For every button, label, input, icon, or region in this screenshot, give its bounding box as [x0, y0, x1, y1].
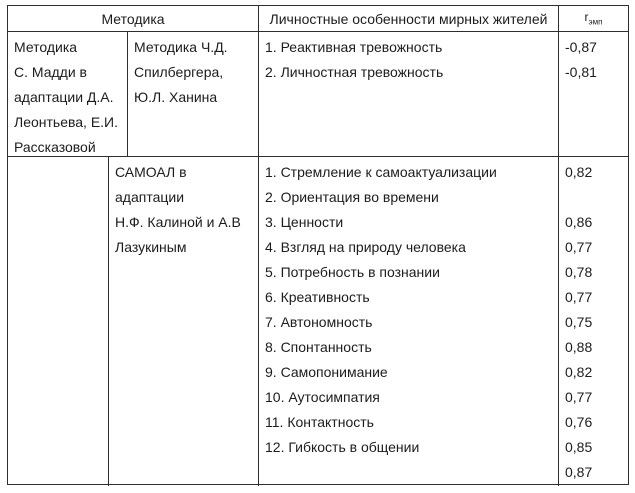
trait-item: 1. Реактивная тревожность	[265, 39, 443, 55]
method-text-line: С. Мадди в	[14, 64, 87, 80]
r-value: 0,78	[565, 264, 593, 280]
trait-item: 2. Ориентация во времени	[265, 189, 439, 205]
r-emp-label: $r_{эмп}$	[584, 10, 603, 27]
trait-item: 10. Аутосимпатия	[265, 389, 380, 405]
header-cell-r-emp	[559, 6, 628, 31]
methods-traits-table	[7, 5, 629, 485]
submethod-text-line: адаптации	[115, 189, 185, 205]
header-cell-traits	[259, 6, 559, 31]
submethod-text-line: Спилбергера,	[134, 64, 224, 80]
trait-item: 3. Ценности	[265, 214, 344, 230]
r-value: 0,87	[565, 464, 593, 480]
r-value: 0,77	[565, 239, 593, 255]
cell-submethod-spielberger	[128, 32, 259, 156]
r-value: 0,77	[565, 389, 593, 405]
r-value: 0,77	[565, 289, 593, 305]
r-value: -0,87	[565, 39, 597, 55]
header-method-label: Методика	[101, 10, 165, 27]
submethod-text-line: Методика Ч.Д.	[134, 39, 228, 55]
header-cell-method	[8, 6, 259, 31]
r-emp-subscript: эмп	[588, 17, 603, 27]
trait-item: 5. Потребность в познании	[265, 264, 440, 280]
trait-item: 9. Самопонимание	[265, 364, 388, 380]
r-value: -0,81	[565, 64, 597, 80]
cell-method-maddi	[8, 32, 128, 156]
r-value: 0,76	[565, 414, 593, 430]
method-text-line: Методика	[14, 39, 78, 55]
cell-method-empty	[8, 157, 109, 486]
trait-item: 2. Личностная тревожность	[265, 64, 444, 80]
table-section-samoal	[8, 157, 628, 486]
cell-values-anxiety	[559, 32, 628, 156]
r-value: 0,88	[565, 339, 593, 355]
trait-item: 6. Креативность	[265, 289, 370, 305]
r-value: 0,82	[565, 364, 593, 380]
cell-values-samoal	[559, 157, 628, 486]
r-value: 0,85	[565, 439, 593, 455]
trait-item: 8. Спонтанность	[265, 339, 372, 355]
submethod-text-line: Ю.Л. Ханина	[134, 89, 218, 105]
cell-submethod-samoal	[109, 157, 259, 486]
submethod-text-line: Лазукиным	[115, 239, 187, 255]
submethod-text-line: САМОАЛ в	[115, 164, 187, 180]
method-text-line: адаптации Д.А.	[14, 89, 114, 105]
trait-item: 11. Контактность	[265, 414, 374, 430]
method-text-line: Леонтьева, Е.И.	[14, 114, 119, 130]
submethod-text-line: Н.Ф. Калиной и А.В	[115, 214, 241, 230]
r-value: 0,86	[565, 214, 593, 230]
trait-item: 7. Автономность	[265, 314, 373, 330]
trait-item: 1. Стремление к самоактуализации	[265, 164, 497, 180]
r-value: 0,75	[565, 314, 593, 330]
trait-item: 12. Гибкость в общении	[265, 439, 420, 455]
cell-traits-samoal	[259, 157, 559, 486]
header-traits-label: Личностные особенности мирных жителей	[269, 10, 548, 27]
r-value	[565, 185, 624, 210]
method-text-line: Рассказовой	[14, 139, 96, 155]
r-value: 0,82	[565, 164, 593, 180]
trait-item: 4. Взгляд на природу человека	[265, 239, 466, 255]
table-header-row	[8, 6, 628, 32]
table-section-maddi-spielberger	[8, 32, 628, 157]
cell-traits-anxiety	[259, 32, 559, 156]
